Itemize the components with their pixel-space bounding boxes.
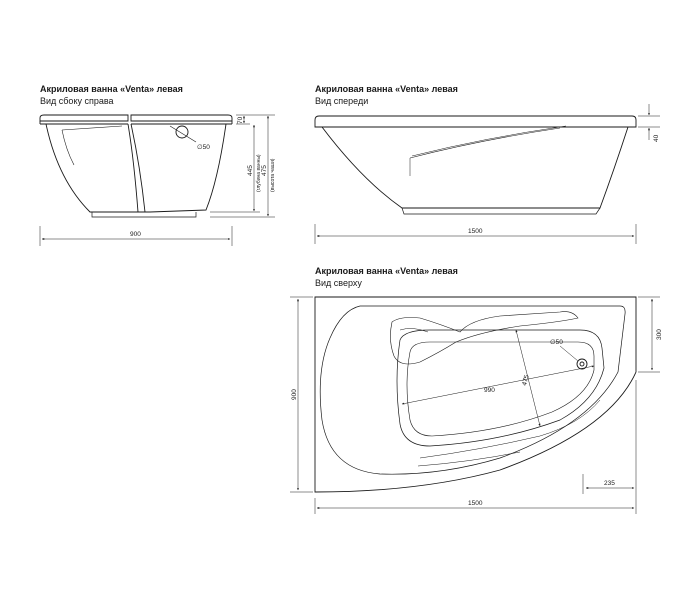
top-inner-width-dim: 475 (521, 374, 531, 387)
top-right-side-dim: 300 (656, 329, 663, 340)
side-rim-dim: 70 (237, 116, 244, 124)
top-view-outline (315, 297, 636, 492)
side-height-dim: 475 (261, 165, 268, 176)
front-width-dim: 1500 (468, 228, 483, 235)
front-view-drawing (315, 116, 636, 214)
front-view-subtitle: Вид спереди (315, 96, 369, 106)
side-depth-note: (глубина ванны) (256, 154, 262, 192)
top-view-basin (397, 330, 604, 446)
top-view-subtitle: Вид сверху (315, 278, 362, 288)
top-bottom-offset-dim: 235 (604, 480, 615, 487)
top-depth-dim: 900 (291, 389, 298, 400)
side-view-subtitle: Вид сбоку справа (40, 96, 114, 106)
side-view-drawing (40, 115, 232, 217)
side-width-dim: 900 (130, 231, 141, 238)
top-view-headrest (390, 312, 578, 364)
front-view-dimensions (315, 104, 660, 244)
front-rim-dim: 40 (653, 134, 660, 142)
top-width-dim: 1500 (468, 500, 483, 507)
top-drain-dim: ∅50 (550, 339, 563, 346)
side-view-title: Акриловая ванна «Venta» левая (40, 84, 183, 94)
top-inner-length-dim: 990 (484, 387, 495, 394)
top-view-drawing (315, 297, 636, 492)
front-view-body (322, 127, 628, 208)
side-depth-dim: 445 (247, 165, 254, 176)
side-height-note: (высота чаши) (270, 158, 276, 192)
top-view-title: Акриловая ванна «Venta» левая (315, 266, 458, 276)
side-view-dimensions (40, 115, 275, 246)
side-view-rim-right (131, 115, 232, 121)
side-drain-dim: ∅50 (197, 144, 210, 151)
front-view-title: Акриловая ванна «Venta» левая (315, 84, 458, 94)
side-view-rim (40, 115, 128, 121)
side-view-body-left (46, 124, 150, 212)
front-view-rim (315, 116, 636, 127)
